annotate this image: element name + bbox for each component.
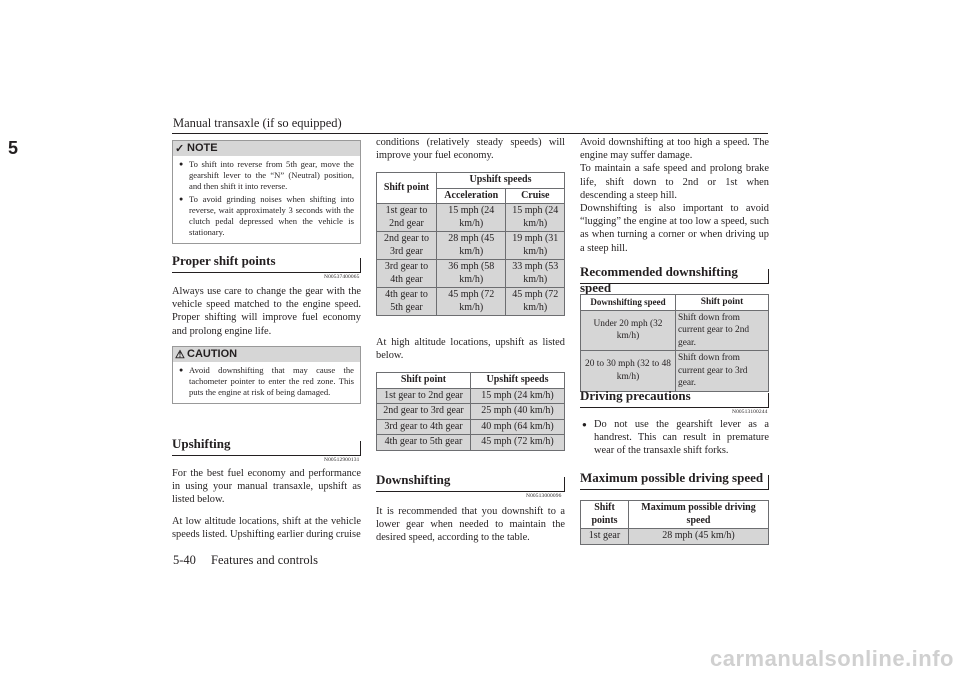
section-heading-upshifting [172, 436, 361, 456]
max-speed-table [580, 500, 769, 545]
cell: 1st gear to 2nd gear [377, 204, 437, 232]
th-shift-point: Shift point [676, 295, 769, 311]
downshift-table [580, 294, 769, 392]
table-row [581, 529, 769, 545]
cell: Under 20 mph (32 km/h) [581, 310, 676, 351]
cell: 33 mph (53 km/h) [506, 260, 565, 288]
table-row [377, 260, 565, 288]
page-number: 5-40 [173, 553, 196, 567]
heading-text: Maximum possible driving speed [580, 470, 764, 485]
paragraph: To maintain a safe speed and prolong brake life, shift down to 2nd or 1st when descending a steep hill. [580, 163, 769, 201]
caution-label: CAUTION [187, 348, 238, 360]
header-rule [172, 133, 768, 134]
warning-triangle-icon: ⚠ [175, 349, 185, 361]
chapter-number: 5 [8, 138, 19, 158]
heading-text: Proper shift points [172, 253, 276, 268]
cell: 1st gear [581, 529, 629, 545]
doc-code: N00513100244 [732, 409, 768, 415]
caution-header [173, 347, 360, 362]
heading-text: Downshifting [376, 472, 451, 487]
cell: 2nd gear to 3rd gear [377, 404, 471, 420]
th-acceleration: Acceleration [437, 188, 506, 204]
note-item: ● To avoid grinding noises when shifting into reverse, wait approximately 3 seconds with the clutch pedal depressed when the vehicle is stationary. [179, 194, 354, 238]
paragraph: For the best fuel economy and performance in using your manual transaxle, upshift as listed below. [172, 468, 361, 506]
heading-text: Upshifting [172, 436, 231, 451]
table-row [377, 232, 565, 260]
watermark: carmanualsonline.info [710, 646, 954, 671]
note-label: NOTE [187, 142, 218, 154]
cell: 2nd gear to 3rd gear [377, 232, 437, 260]
table-row [581, 351, 769, 392]
cell: 45 mph (72 km/h) [471, 435, 565, 451]
upshift-table-low-altitude [376, 172, 565, 316]
table-row [377, 204, 565, 232]
doc-code: N00512900131 [324, 457, 360, 463]
cell: 20 to 30 mph (32 to 48 km/h) [581, 351, 676, 392]
section-heading-driving-precautions [580, 388, 769, 408]
cell: 4th gear to 5th gear [377, 288, 437, 316]
table-row [377, 435, 565, 451]
table-row [377, 419, 565, 435]
table-row [377, 388, 565, 404]
column-2-top [376, 136, 565, 170]
footer-section: Features and controls [211, 553, 318, 567]
caution-box [172, 346, 361, 404]
cell: Shift down from current gear to 3rd gear. [676, 351, 769, 392]
paragraph: At high altitude locations, upshift as listed below. [376, 337, 565, 362]
page-footer [173, 553, 330, 568]
driving-text [580, 418, 769, 458]
note-check-icon: ✓ [175, 143, 185, 155]
cell: 40 mph (64 km/h) [471, 419, 565, 435]
paragraph: Downshifting is also important to avoid “lugging” the engine at too low a speed, such as when turning a corner or when driving up a steep hill. [580, 203, 769, 254]
cell: 25 mph (40 km/h) [471, 404, 565, 420]
th-cruise: Cruise [506, 188, 565, 204]
note-box [172, 140, 361, 244]
proper-shift-text [172, 285, 361, 346]
cell: 3rd gear to 4th gear [377, 260, 437, 288]
table-row [581, 310, 769, 351]
th-max-speed: Maximum possible driving speed [629, 501, 769, 529]
column-3-top [580, 136, 769, 255]
paragraph: It is recommended that you downshift to a lower gear when needed to maintain the desired speed, according to the table. [376, 506, 565, 544]
upshifting-text [172, 467, 361, 549]
running-header: Manual transaxle (if so equipped) [173, 116, 342, 130]
note-item: ● To shift into reverse from 5th gear, move the gearshift lever to the “N” (Neutral) position, and then shift it into reverse. [179, 159, 354, 192]
cell: 45 mph (72 km/h) [437, 288, 506, 316]
paragraph: Avoid downshifting at too high a speed. The engine may suffer damage. [580, 137, 769, 162]
high-altitude-text [376, 336, 565, 370]
chapter-tab [0, 138, 34, 198]
cell: 15 mph (24 km/h) [506, 204, 565, 232]
cell: 3rd gear to 4th gear [377, 419, 471, 435]
upshift-table-high-altitude [376, 372, 565, 451]
cell: 28 mph (45 km/h) [437, 232, 506, 260]
note-header [173, 141, 360, 156]
cell: 1st gear to 2nd gear [377, 388, 471, 404]
th-shift-point: Shift point [377, 173, 437, 204]
doc-code: N00537400065 [324, 274, 360, 280]
heading-text: Driving precautions [580, 388, 691, 403]
caution-wrap [172, 346, 361, 404]
paragraph: Always use care to change the gear with the vehicle speed matched to the engine speed. Proper shifting will improve fuel economy and prolong engine life. [172, 286, 361, 337]
cell: 36 mph (58 km/h) [437, 260, 506, 288]
cell: 45 mph (72 km/h) [506, 288, 565, 316]
table-row [377, 404, 565, 420]
th-downshifting-speed: Downshifting speed [581, 295, 676, 311]
section-heading-max-speed [580, 470, 769, 490]
cell: 4th gear to 5th gear [377, 435, 471, 451]
column-1 [172, 140, 361, 244]
section-heading-downshifting [376, 472, 565, 492]
bullet-item: ● Do not use the gearshift lever as a handrest. This can result in premature wear of the transaxle shift forks. [580, 418, 769, 458]
cell: 15 mph (24 km/h) [437, 204, 506, 232]
th-shift-points: Shift points [581, 501, 629, 529]
paragraph: At low altitude locations, shift at the vehicle speeds listed. Upshifting earlier during cruise [172, 515, 361, 540]
cell: 28 mph (45 km/h) [629, 529, 769, 545]
cell: Shift down from current gear to 2nd gear. [676, 310, 769, 351]
caution-item: ● Avoid downshifting that may cause the tachometer pointer to enter the red zone. This puts the engine at risk of being damaged. [179, 365, 354, 398]
th-upshift-speeds: Upshift speeds [471, 373, 565, 389]
caution-body [173, 362, 360, 403]
note-body [173, 156, 360, 243]
th-shift-point: Shift point [377, 373, 471, 389]
paragraph: conditions (relatively steady speeds) will improve your fuel economy. [376, 137, 565, 162]
cell: 19 mph (31 km/h) [506, 232, 565, 260]
section-heading-recommended-downshift [580, 264, 769, 295]
section-heading-proper-shift [172, 253, 361, 273]
table-row [377, 288, 565, 316]
heading-text: Recommended downshifting speed [580, 264, 738, 295]
th-upshift-speeds: Upshift speeds [437, 173, 565, 189]
doc-code: N00513000096 [526, 493, 562, 499]
cell: 15 mph (24 km/h) [471, 388, 565, 404]
downshifting-text [376, 505, 565, 553]
